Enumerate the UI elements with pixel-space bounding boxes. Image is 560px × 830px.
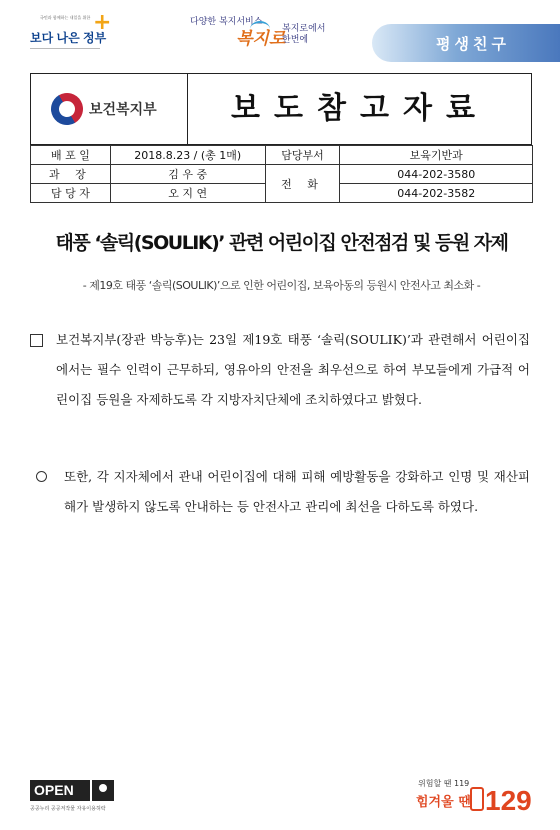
plus-icon: + <box>93 10 112 35</box>
staff-value: 오 지 연 <box>110 184 265 203</box>
subheadline: - 제19호 태풍 ‘솔릭(SOULIK)’으로 인한 어린이집, 보육아동의 등원시 안전사고 최소화 - <box>82 279 481 292</box>
logo-underline <box>30 48 100 49</box>
phone-value-2: 044-202-3582 <box>340 184 533 203</box>
top-banner <box>0 0 560 66</box>
helpline-big-text: 힘겨울 땐 <box>416 795 471 810</box>
chief-label: 과 장 <box>31 165 111 184</box>
helpline-number: 129 <box>485 785 532 816</box>
document-title: 보도참고자료 <box>231 91 489 126</box>
open-label: OPEN <box>30 780 90 801</box>
department-value: 보육기반과 <box>340 146 533 165</box>
open-caption: 공공누리 공공저작물 자유이용허락 <box>30 806 106 812</box>
phone-label: 전 화 <box>265 165 340 203</box>
info-table <box>30 145 533 203</box>
bokjiro-brand: 복지로 <box>236 29 286 48</box>
phone-value-1: 044-202-3580 <box>340 165 533 184</box>
paragraph-main <box>30 325 530 415</box>
bokjiro-logo <box>190 12 340 52</box>
circle-bullet-icon <box>36 471 47 482</box>
bokjiro-slogan: 복지로에서 한번에 <box>282 24 326 45</box>
ministry-cell <box>31 74 188 144</box>
ministry-name: 보건복지부 <box>89 102 157 118</box>
paragraph-sub <box>36 462 530 522</box>
distribution-date-label: 배 포 일 <box>31 146 111 165</box>
better-government-logo <box>30 10 112 50</box>
paragraph-text: 또한, 각 지자체에서 관내 어린이집에 대해 피해 예방활동을 강화하고 인명 및 재산피해가 발생하지 않도록 안내하는 등 안전사고 관리에 최선을 다하도록 하였다. <box>64 469 530 514</box>
attribution-icon <box>92 780 114 801</box>
press-header <box>30 73 532 145</box>
department-label: 담당부서 <box>265 146 340 165</box>
taegeuk-emblem-icon <box>45 87 89 131</box>
bokjiro-tagline: 다양한 복지서비스 <box>190 17 263 27</box>
chief-value: 김 우 중 <box>110 165 265 184</box>
staff-label: 담 당 자 <box>31 184 111 203</box>
headline: 태풍 ‘솔릭(SOULIK)’ 관련 어린이집 안전점검 및 등원 자제 <box>55 232 508 254</box>
paragraph-text: 보건복지부(장관 박능후)는 23일 제19호 태풍 ‘솔릭(SOULIK)’과 관련해서 어린이집에서는 필수 인력이 근무하되, 영유아의 안전을 최우선으로 하여 부모들에게 가급적 어린이집 등원을 자제하도록 각 지방자치단체에 조치하였다고 밝혔다. <box>56 332 530 407</box>
table-row <box>31 146 533 165</box>
lifelong-friend-badge <box>372 24 560 62</box>
distribution-date-value: 2018.8.23 / (총 1매) <box>110 146 265 165</box>
logo-main-text: 보다 나은 정부 <box>30 31 107 45</box>
table-row <box>31 165 533 184</box>
helpline-129-logo <box>410 775 535 825</box>
phone-icon <box>470 787 484 811</box>
square-bullet-icon <box>30 334 43 347</box>
logo-tagline: 국민과 함께하는 내일을 위한 <box>40 15 91 20</box>
kogl-open-badge <box>30 780 114 824</box>
badge-label: 평생친구 <box>436 35 510 53</box>
helpline-small-text: 위험할 땐 119 <box>418 779 470 788</box>
